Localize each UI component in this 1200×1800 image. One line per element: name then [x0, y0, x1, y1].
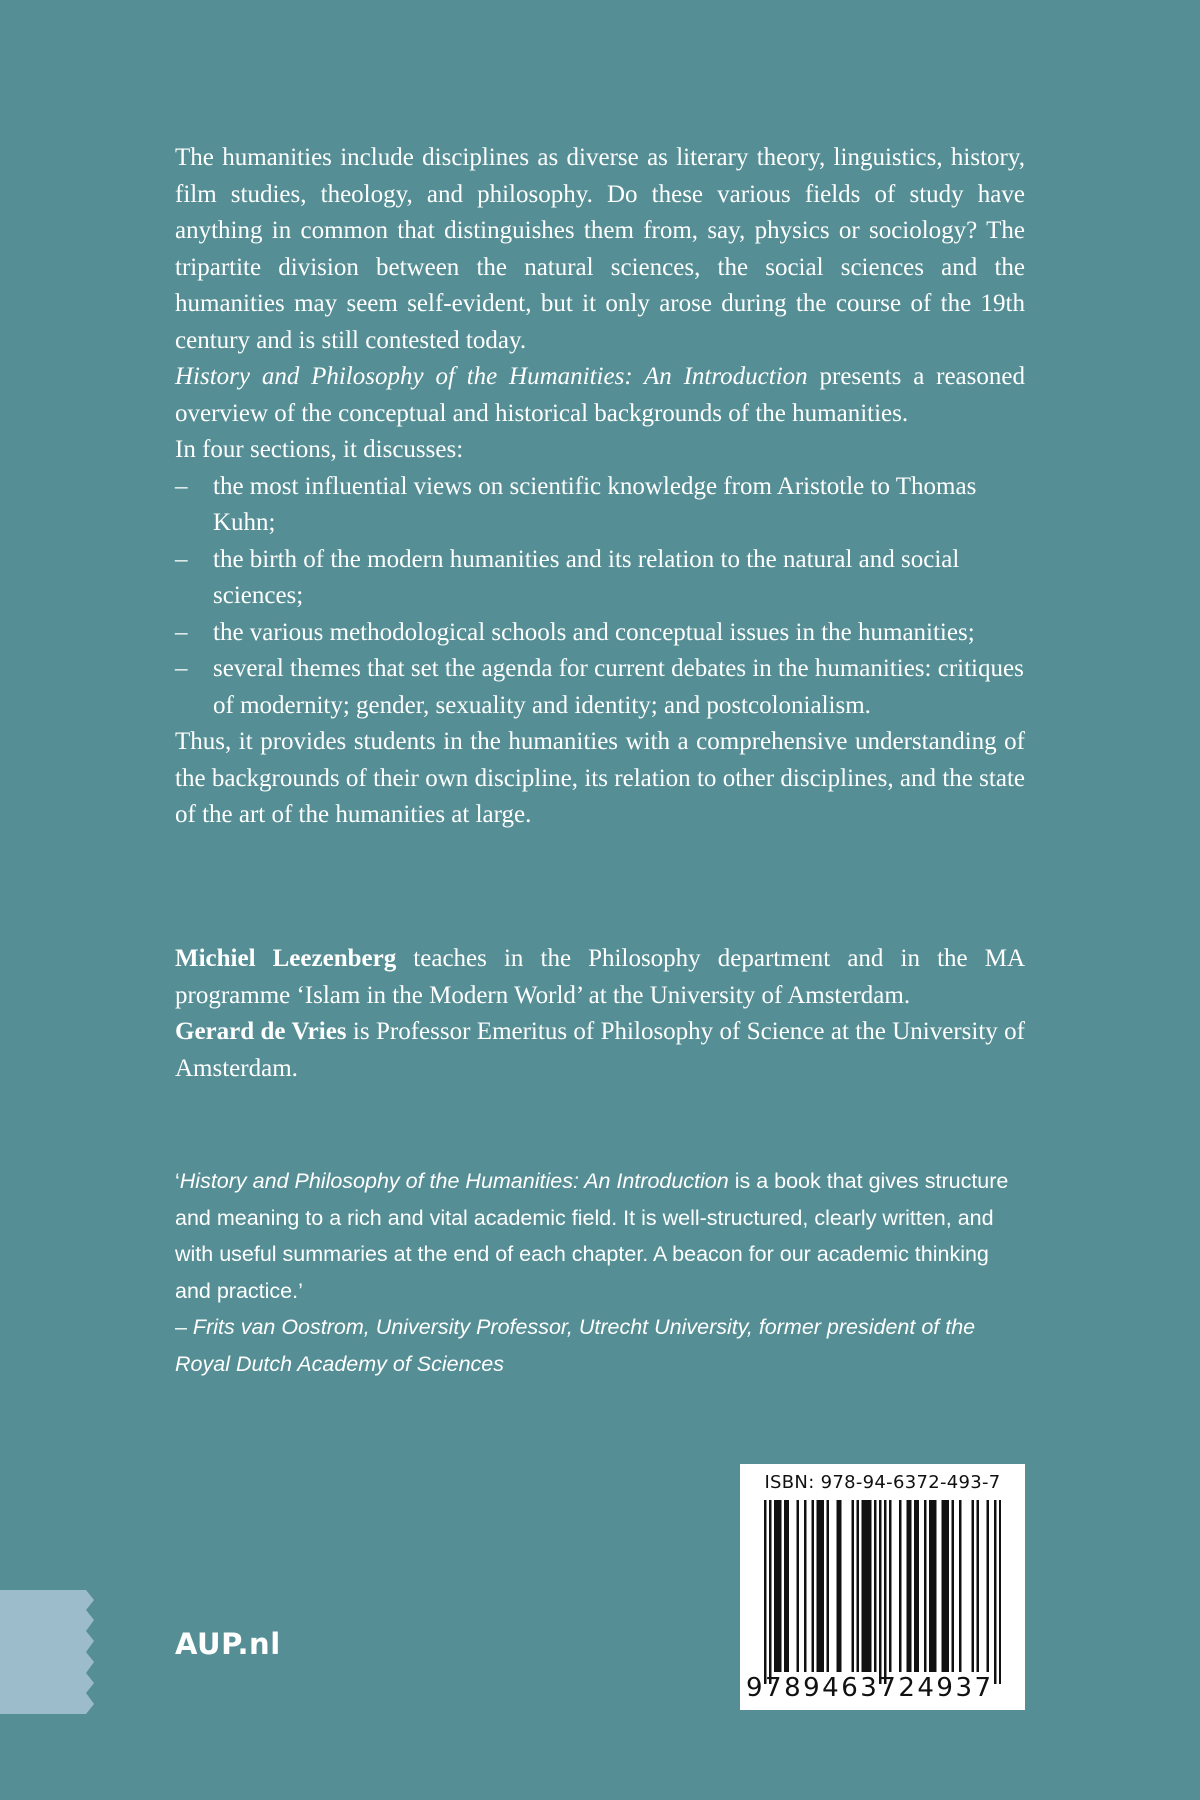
spine-tab-decoration — [0, 1590, 96, 1714]
author-name: Gerard de Vries — [175, 1018, 347, 1045]
barcode-bar — [769, 1500, 772, 1684]
blurb-conclusion: Thus, it provides students in the humanities with a comprehensive understanding of the backgrounds of their own discipline, its relation to other disciplines, and the state of the art of the humanities at large. — [175, 728, 1025, 828]
blurb-paragraph-2 — [175, 359, 1025, 432]
barcode-bar — [779, 1500, 782, 1672]
author-bio-text: teaches in the Philosophy department and in the MA programme ‘Islam in the Modern World’ at the University of Amsterdam. — [175, 945, 1026, 1009]
barcode-bar — [874, 1500, 877, 1672]
barcode-bar — [947, 1500, 950, 1672]
endorsement — [175, 1163, 1025, 1382]
author-name: Michiel Leezenberg — [175, 945, 397, 972]
open-quote: ‘ — [175, 1169, 180, 1193]
barcode-bar — [879, 1500, 882, 1684]
author-bios — [175, 941, 1025, 1087]
dash-bullet: – — [175, 545, 188, 573]
barcode-bar — [817, 1500, 820, 1672]
barcode-bar — [972, 1500, 975, 1672]
dash-bullet: – — [175, 618, 188, 646]
barcode-bar — [929, 1500, 932, 1672]
barcode-bar — [852, 1500, 855, 1672]
author-bio-text: is Professor Emeritus of Philosophy of Science at the University of Amsterdam. — [175, 1018, 1025, 1082]
barcode-bar — [867, 1500, 870, 1672]
barcode-bar — [787, 1500, 790, 1672]
author-bio — [175, 1014, 1025, 1087]
barcode-bar — [942, 1500, 945, 1672]
barcode-bar — [889, 1500, 892, 1672]
topic-text: several themes that set the agenda for current debates in the humanities: critiques of modernity; gender, sexuality and identity; and postcolonialism. — [213, 655, 1024, 719]
topics-list — [175, 469, 1025, 725]
barcode-bar — [812, 1500, 815, 1672]
endorsement-attribution: – Frits van Oostrom, University Professor, Utrecht University, former president of the Royal Dutch Academy of Sciences — [175, 1315, 976, 1376]
barcode-bar — [839, 1500, 842, 1672]
barcode-bar — [837, 1500, 840, 1672]
barcode-bar — [959, 1500, 962, 1672]
barcode-bar — [909, 1500, 912, 1672]
barcode-bar — [822, 1500, 825, 1672]
topic-text: the most influential views on scientific knowledge from Aristotle to Thomas Kuhn; — [213, 472, 977, 536]
dash-bullet: – — [175, 472, 188, 500]
barcode-bar — [857, 1500, 860, 1672]
endorsement-body: is a book that gives structure and meaning to a rich and vital academic field. It is well-structured, clearly written, and with useful summaries at the end of each chapter. A beacon for our academic thinking and practice.’ — [175, 1169, 1009, 1303]
endorsement-book-title: History and Philosophy of the Humanities: An Introduction — [179, 1169, 729, 1193]
barcode-digits: 9789463724937 — [746, 1673, 994, 1703]
blurb — [175, 140, 1025, 834]
barcode-bar — [819, 1500, 822, 1672]
barcode-bar — [934, 1500, 937, 1672]
topic-text: the various methodological schools and conceptual issues in the humanities; — [213, 618, 975, 646]
barcode-bar — [784, 1500, 787, 1672]
barcode-bar — [797, 1500, 800, 1672]
barcode-bar — [864, 1500, 867, 1672]
barcode-bars — [764, 1500, 1001, 1684]
blurb-paragraph-2-text: presents a reasoned overview of the conceptual and historical backgrounds of the humanities. — [175, 363, 1025, 427]
barcode-bar — [899, 1500, 902, 1672]
barcode-bar — [907, 1500, 910, 1672]
endorsement-text — [175, 1163, 1025, 1309]
topic-item — [175, 542, 1025, 615]
barcode-bar — [977, 1500, 980, 1672]
publisher-website: AUP.nl — [175, 1627, 281, 1661]
dash-bullet: – — [175, 655, 188, 682]
topics-intro: In four sections, it discusses: — [175, 436, 464, 463]
barcode-bar — [917, 1500, 920, 1672]
barcode-bar — [774, 1500, 777, 1672]
barcode-bar — [999, 1500, 1001, 1684]
topic-item — [175, 651, 1025, 724]
barcode-bar — [764, 1500, 767, 1684]
isbn-label: ISBN: 978-94-6372-493-7 — [764, 1472, 1001, 1493]
barcode-bar — [914, 1500, 917, 1672]
book-title: History and Philosophy of the Humanities: An Introduction — [175, 363, 808, 390]
barcode-bar — [804, 1500, 807, 1672]
barcode-bar — [994, 1500, 997, 1684]
barcode-bar — [952, 1500, 955, 1672]
barcode-bar — [932, 1500, 935, 1672]
barcode-bar — [827, 1500, 830, 1672]
barcode-bar — [862, 1500, 865, 1672]
topic-item — [175, 615, 1025, 652]
barcode-bar — [987, 1500, 990, 1672]
barcode-bar — [944, 1500, 947, 1672]
topic-item — [175, 469, 1025, 542]
topic-text: the birth of the modern humanities and its relation to the natural and social sciences; — [213, 545, 960, 609]
blurb-paragraph-1: The humanities include disciplines as diverse as literary theory, linguistics, history, film studies, theology, and philosophy. Do these various fields of study have anything in common that distinguishes them from, say, physics or sociology? The tripartite division between the natural sciences, the social sciences and the humanities may seem self-evident, but it only arose during the course of the 19th century and is still contested today. — [175, 144, 1025, 354]
author-bio — [175, 941, 1025, 1014]
barcode-bar — [884, 1500, 887, 1684]
barcode-bar — [924, 1500, 927, 1672]
isbn-barcode — [740, 1464, 1025, 1710]
barcode-bar — [869, 1500, 872, 1672]
barcode-bar — [777, 1500, 780, 1672]
